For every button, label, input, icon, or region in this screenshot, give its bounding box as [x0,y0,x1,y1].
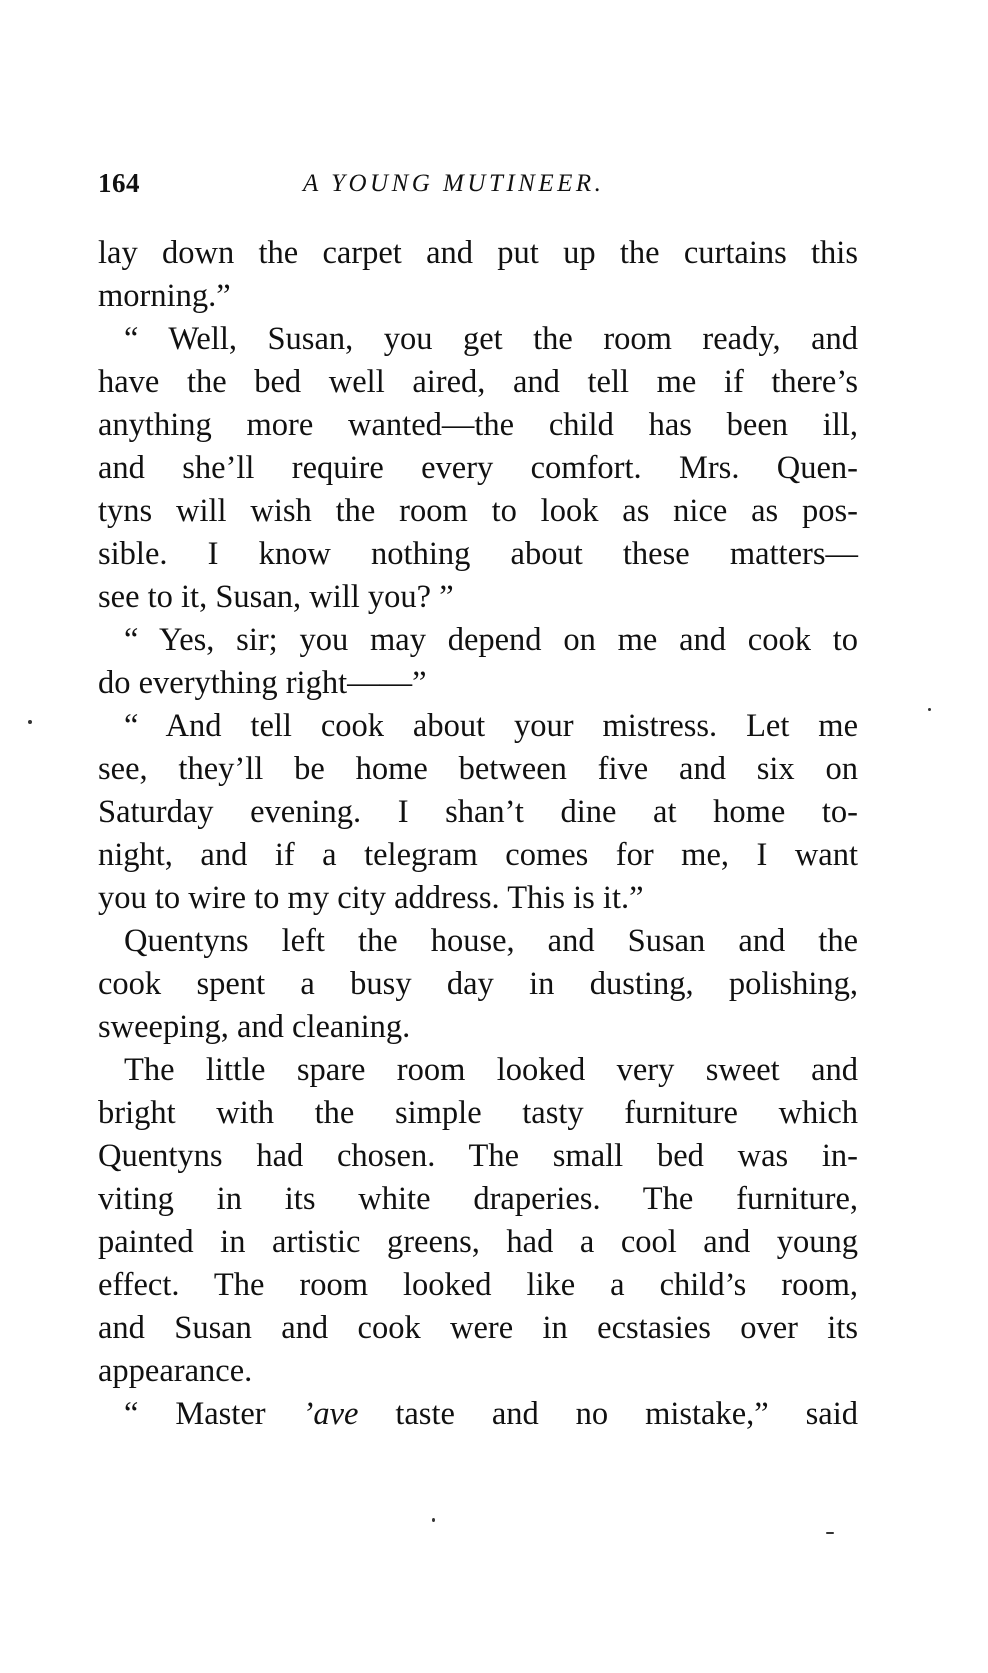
text-line: “ And tell cook about your mistress. Let me [124,708,858,744]
text-line: “ Yes, sir; you may depend on me and cook to [124,622,858,658]
text-line: Saturday evening. I shan’t dine at home to- [98,794,858,830]
scan-speck [826,1532,834,1534]
scan-speck [928,708,931,711]
text-line: morning.” [98,278,231,314]
text-line: sible. I know nothing about these matters— [98,536,858,572]
text-line: lay down the carpet and put up the curtains this [98,235,858,271]
text-line: Quentyns had chosen. The small bed was in- [98,1138,858,1174]
text-line: The little spare room looked very sweet and [124,1052,858,1088]
text-line: bright with the simple tasty furniture which [98,1095,858,1131]
scan-speck [28,720,32,724]
text-line: you to wire to my city address. This is it.” [98,880,644,916]
text-line: do everything right——” [98,665,427,701]
text-line: see, they’ll be home between five and six on [98,751,858,787]
scan-speck [432,1518,435,1522]
text-line: “ Well, Susan, you get the room ready, and [124,321,858,357]
text-line: sweeping, and cleaning. [98,1009,411,1045]
text-line: night, and if a telegram comes for me, I want [98,837,858,873]
italic-word: ’ave [302,1396,359,1432]
body-text [98,232,858,1436]
text-line: tyns will wish the room to look as nice as pos- [98,493,858,529]
text-line: anything more wanted—the child has been ill, [98,407,858,443]
text-line: Quentyns left the house, and Susan and the [124,923,858,959]
text-line: and she’ll require every comfort. Mrs. Quen- [98,450,858,486]
last-line-start: “ Master [124,1396,303,1432]
text-line: and Susan and cook were in ecstasies over its [98,1310,858,1346]
text-line: see to it, Susan, will you? ” [98,579,454,615]
text-line: cook spent a busy day in dusting, polishing, [98,966,858,1002]
page-number: 164 [98,168,140,198]
text-line: painted in artistic greens, had a cool and young [98,1224,858,1260]
text-line: have the bed well aired, and tell me if there’s [98,364,858,400]
running-header [98,168,858,208]
running-title: A YOUNG MUTINEER. [303,170,605,197]
text-line: viting in its white draperies. The furniture, [98,1181,858,1217]
text-line: effect. The room looked like a child’s room, [98,1267,858,1303]
last-line-end: taste and no mistake,” said [358,1396,858,1432]
text-line-last [98,1393,858,1436]
text-line: appearance. [98,1353,253,1389]
